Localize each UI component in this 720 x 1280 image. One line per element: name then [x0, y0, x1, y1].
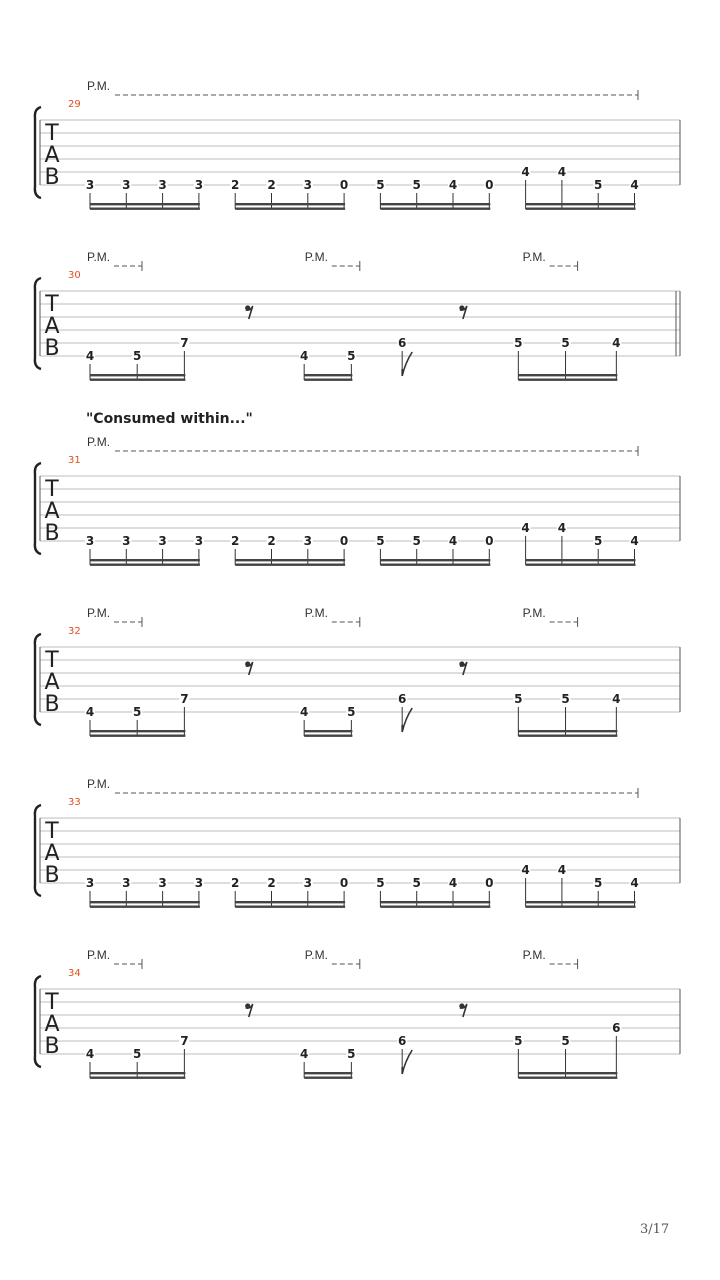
palm-mute-label: P.M. [304, 606, 328, 620]
beam-sixteenth [526, 559, 636, 561]
beam-eighth [526, 564, 636, 566]
fret-number: 5 [376, 178, 385, 192]
fret-number: 3 [122, 178, 131, 192]
fret-number: 6 [398, 1034, 407, 1048]
beam-sixteenth [304, 1072, 352, 1074]
palm-mute-label: P.M. [87, 606, 111, 620]
fret-number: 5 [347, 1047, 356, 1061]
beam-eighth [235, 906, 345, 908]
fret-number: 6 [398, 336, 407, 350]
tab-clef-letter-T: T [45, 819, 59, 844]
fret-number: 4 [521, 521, 530, 535]
fret-number: 4 [448, 876, 458, 890]
fret-number: 3 [194, 178, 204, 192]
beam-eighth [235, 564, 345, 566]
beam-sixteenth [526, 901, 636, 903]
fret-number: 6 [398, 692, 407, 706]
beam-eighth [90, 1077, 185, 1079]
palm-mute-label: P.M. [304, 948, 328, 962]
fret-number: 3 [85, 178, 95, 192]
fret-number: 5 [594, 178, 603, 192]
beam-eighth [518, 379, 617, 381]
beam-sixteenth [235, 901, 345, 903]
fret-number: 4 [521, 165, 530, 179]
tab-clef-letter-B: B [44, 863, 60, 888]
fret-number: 3 [303, 876, 312, 890]
fret-number: 5 [561, 1034, 570, 1048]
fret-number: 4 [85, 349, 95, 363]
tab-note [561, 692, 571, 736]
beam-eighth [526, 906, 636, 908]
fret-number: 4 [630, 178, 639, 192]
fret-number: 4 [85, 1047, 95, 1061]
tab-clef-letter-A: A [44, 841, 60, 866]
tab-note [521, 165, 531, 209]
fret-number: 5 [376, 876, 385, 890]
fret-number: 0 [339, 876, 349, 890]
fret-number: 5 [412, 534, 421, 548]
page-number: 3/17 [640, 1222, 670, 1237]
beam-eighth [518, 735, 617, 737]
tab-note [521, 521, 531, 565]
measure-number: 33 [68, 797, 81, 808]
tab-clef-letter-B: B [44, 521, 60, 546]
fret-number: 5 [561, 336, 570, 350]
beam-sixteenth [304, 374, 352, 376]
tab-clef-letter-A: A [44, 499, 60, 524]
tab-note [513, 336, 523, 380]
beam-sixteenth [380, 901, 490, 903]
fret-number: 4 [557, 521, 567, 535]
beam-sixteenth [518, 1072, 617, 1074]
tab-clef-letter-A: A [44, 670, 60, 695]
fret-number: 2 [231, 534, 240, 548]
fret-number: 3 [303, 534, 312, 548]
palm-mute-label: P.M. [522, 250, 546, 264]
measure-number: 34 [68, 968, 81, 979]
tab-clef-letter-B: B [44, 692, 60, 717]
tab-clef-letter-B: B [44, 1034, 60, 1059]
palm-mute-label: P.M. [522, 606, 546, 620]
beam-sixteenth [304, 730, 352, 732]
fret-number: 6 [612, 1021, 621, 1035]
beam-sixteenth [90, 901, 200, 903]
fret-number: 4 [85, 705, 95, 719]
fret-number: 3 [85, 534, 95, 548]
beam-eighth [380, 564, 490, 566]
fret-number: 5 [561, 692, 570, 706]
palm-mute-label: P.M. [87, 777, 111, 791]
tab-clef-letter-A: A [44, 143, 60, 168]
section-annotation: "Consumed within..." [86, 411, 253, 427]
fret-number: 5 [514, 336, 523, 350]
fret-number: 2 [267, 534, 276, 548]
beam-sixteenth [90, 374, 185, 376]
beam-eighth [518, 1077, 617, 1079]
measure-number: 30 [68, 270, 81, 281]
beam-sixteenth [518, 374, 617, 376]
beam-sixteenth [90, 559, 200, 561]
beam-sixteenth [235, 559, 345, 561]
tab-note [557, 165, 567, 209]
palm-mute-label: P.M. [87, 435, 111, 449]
tab-clef-letter-A: A [44, 1012, 60, 1037]
fret-number: 4 [557, 165, 567, 179]
fret-number: 4 [299, 349, 309, 363]
beam-eighth [90, 906, 200, 908]
tab-system-32 [35, 606, 680, 737]
fret-number: 5 [594, 876, 603, 890]
beam-sixteenth [380, 203, 490, 205]
fret-number: 3 [158, 534, 167, 548]
fret-number: 5 [347, 705, 356, 719]
fret-number: 4 [630, 534, 639, 548]
fret-number: 2 [267, 876, 276, 890]
tab-note [179, 336, 189, 380]
measure-number: 29 [68, 99, 81, 110]
tab-clef-letter-T: T [45, 477, 59, 502]
beam-sixteenth [526, 203, 636, 205]
beam-eighth [304, 735, 352, 737]
fret-number: 0 [339, 534, 349, 548]
fret-number: 4 [448, 534, 458, 548]
measure-number: 32 [68, 626, 81, 637]
tab-note [179, 692, 189, 736]
fret-number: 5 [412, 178, 421, 192]
tab-note [179, 1034, 189, 1078]
palm-mute-label: P.M. [522, 948, 546, 962]
fret-number: 2 [267, 178, 276, 192]
measure-number: 31 [68, 455, 81, 466]
tab-clef-letter-B: B [44, 336, 60, 361]
tab-system-34 [35, 948, 680, 1079]
beam-sixteenth [90, 1072, 185, 1074]
tab-system-31 [35, 411, 680, 566]
beam-sixteenth [235, 203, 345, 205]
fret-number: 2 [231, 178, 240, 192]
fret-number: 3 [122, 876, 131, 890]
fret-number: 0 [485, 178, 494, 192]
fret-number: 7 [180, 336, 189, 350]
fret-number: 4 [521, 863, 530, 877]
fret-number: 3 [194, 876, 204, 890]
fret-number: 5 [412, 876, 421, 890]
fret-number: 3 [122, 534, 131, 548]
fret-number: 4 [612, 692, 621, 706]
beam-eighth [235, 208, 345, 210]
fret-number: 5 [133, 1047, 142, 1061]
fret-number: 5 [133, 705, 142, 719]
tab-note [513, 692, 523, 736]
tab-clef-letter-T: T [45, 648, 59, 673]
tab-note [561, 336, 571, 380]
beam-eighth [90, 379, 185, 381]
fret-number: 5 [376, 534, 385, 548]
tab-note [557, 521, 567, 565]
palm-mute-label: P.M. [87, 948, 111, 962]
fret-number: 3 [303, 178, 312, 192]
tab-clef-letter-T: T [45, 121, 59, 146]
fret-number: 5 [594, 534, 603, 548]
beam-sixteenth [90, 730, 185, 732]
fret-number: 7 [180, 1034, 189, 1048]
fret-number: 5 [133, 349, 142, 363]
fret-number: 3 [158, 178, 167, 192]
tab-system-29 [35, 79, 680, 210]
beam-eighth [380, 208, 490, 210]
beam-sixteenth [518, 730, 617, 732]
fret-number: 5 [514, 692, 523, 706]
beam-eighth [90, 208, 200, 210]
fret-number: 4 [630, 876, 639, 890]
fret-number: 3 [158, 876, 167, 890]
fret-number: 4 [448, 178, 458, 192]
fret-number: 2 [231, 876, 240, 890]
fret-number: 0 [339, 178, 349, 192]
beam-sixteenth [90, 203, 200, 205]
beam-eighth [380, 906, 490, 908]
tab-note [611, 336, 621, 380]
beam-eighth [526, 208, 636, 210]
fret-number: 4 [612, 336, 621, 350]
tab-note [611, 692, 621, 736]
beam-eighth [304, 379, 352, 381]
fret-number: 0 [485, 534, 494, 548]
fret-number: 5 [347, 349, 356, 363]
tab-clef-letter-T: T [45, 990, 59, 1015]
tab-system-30 [35, 250, 680, 381]
palm-mute-label: P.M. [87, 79, 111, 93]
beam-eighth [304, 1077, 352, 1079]
fret-number: 3 [85, 876, 95, 890]
fret-number: 4 [299, 1047, 309, 1061]
beam-eighth [90, 564, 200, 566]
tab-note [561, 1034, 571, 1078]
tab-note [513, 1034, 523, 1078]
beam-sixteenth [380, 559, 490, 561]
fret-number: 4 [557, 863, 567, 877]
fret-number: 0 [485, 876, 494, 890]
tab-system-33 [35, 777, 680, 908]
tab-clef-letter-B: B [44, 165, 60, 190]
fret-number: 5 [514, 1034, 523, 1048]
tab-clef-letter-A: A [44, 314, 60, 339]
palm-mute-label: P.M. [87, 250, 111, 264]
tab-note [521, 863, 531, 907]
tab-clef-letter-T: T [45, 292, 59, 317]
tab-note [557, 863, 567, 907]
tab-note [611, 1021, 621, 1078]
fret-number: 7 [180, 692, 189, 706]
beam-eighth [90, 735, 185, 737]
palm-mute-label: P.M. [304, 250, 328, 264]
fret-number: 4 [299, 705, 309, 719]
fret-number: 3 [194, 534, 204, 548]
